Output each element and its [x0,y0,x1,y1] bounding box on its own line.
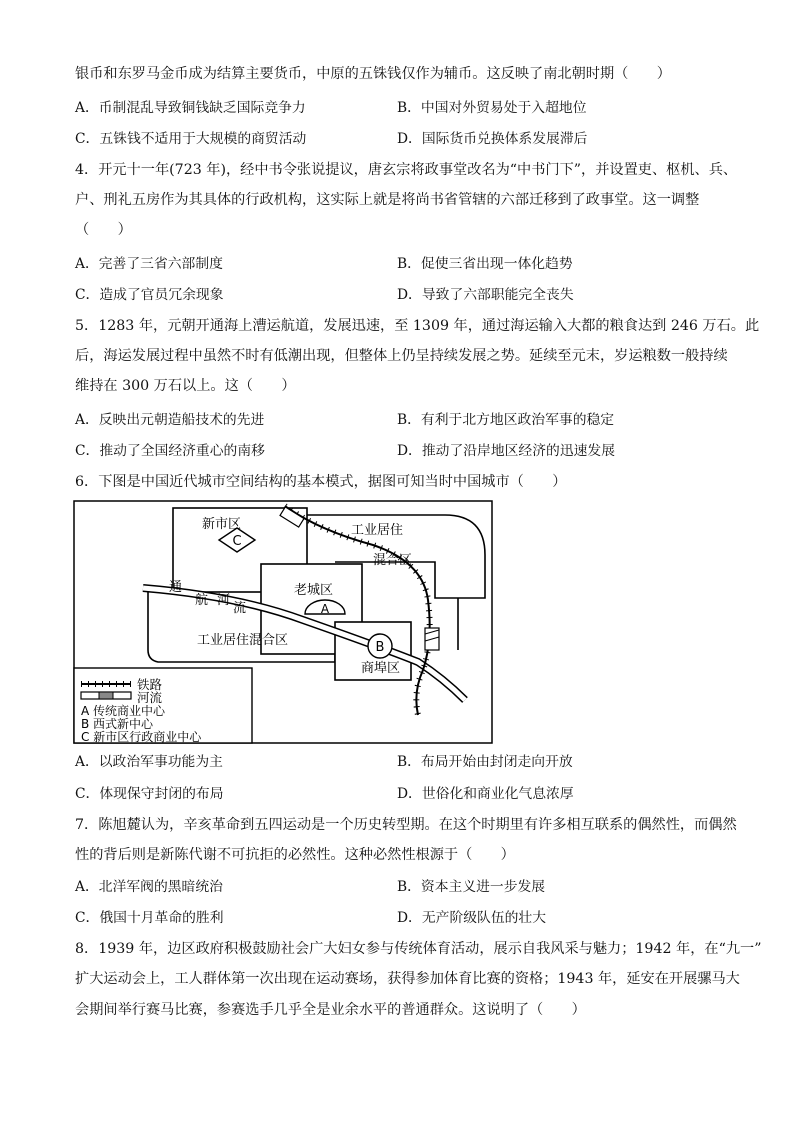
q3-option-a[interactable]: A．币制混乱导致铜钱缺乏国际竞争力 [75,100,306,116]
q7-option-c[interactable]: C．俄国十月革命的胜利 [75,910,224,926]
q8-stem-line-3: 会期间举行赛马比赛，参赛选手几乎全是业余水平的普通群众。这说明了（ ） [75,1002,586,1018]
q5-stem-line-3: 维持在 300 万石以上。这（ ） [75,378,296,394]
q6-option-b[interactable]: B．布局开始由封闭走向开放 [397,754,573,770]
q4-option-d[interactable]: D．导致了六部职能完全丧失 [397,287,574,303]
label-river-char-1: 通 [169,580,183,595]
label-port-district: 商埠区 [361,661,401,676]
q3-option-b[interactable]: B．中国对外贸易处于入超地位 [397,100,587,116]
marker-a: A [320,602,330,616]
legend-rail: 铁路 [137,677,163,692]
label-river-char-3: 河 [217,593,231,608]
q5-stem-line-2: 后，海运发展过程中虽然不时有低潮出现，但整体上仍呈持续发展之势。延续至元末，岁运粮数一般持续 [75,348,728,364]
q5-option-d[interactable]: D．推动了沿岸地区经济的迅速发展 [397,443,616,459]
q4-stem-line-3: （ ） [75,222,132,238]
label-river-char-4: 流 [233,601,247,616]
q5-stem-line-1: 5．1283 年，元朝开通海上漕运航道，发展迅速，至 1309 年，通过海运输入大都的粮食达到 246 万石。此 [75,318,760,334]
legend-river: 河流 [137,690,163,705]
q3-option-c[interactable]: C．五铢钱不适用于大规模的商贸活动 [75,131,307,147]
q7-option-b[interactable]: B．资本主义进一步发展 [397,879,546,895]
q6-option-c[interactable]: C．体现保守封闭的布局 [75,786,224,802]
q5-option-b[interactable]: B．有利于北方地区政治军事的稳定 [397,412,615,428]
q7-option-d[interactable]: D．无产阶级队伍的壮大 [397,910,547,926]
marker-c: C [232,534,242,549]
legend-a: A 传统商业中心 [81,704,166,718]
label-mixed-top-2: 混合区 [373,553,413,568]
label-mixed-top-1: 工业居住 [351,523,404,538]
q3-option-d[interactable]: D．国际货币兑换体系发展滞后 [397,131,588,147]
label-river-char-2: 航 [195,593,209,608]
q5-option-c[interactable]: C．推动了全国经济重心的南移 [75,443,265,459]
q6-option-d[interactable]: D．世俗化和商业化气息浓厚 [397,786,574,802]
q6-option-a[interactable]: A．以政治军事功能为主 [75,754,223,770]
q7-option-a[interactable]: A．北洋军阀的黑暗统治 [75,879,223,895]
q4-option-a[interactable]: A．完善了三省六部制度 [75,256,223,272]
city-structure-diagram [73,500,493,744]
q4-stem-line-1: 4．开元十一年(723 年)，经中书令张说提议，唐玄宗将政事堂改名为“中书门下”，并设置吏、枢机、兵、 [75,162,738,178]
legend-b: B 西式新中心 [81,717,154,731]
q4-option-c[interactable]: C．造成了官员冗余现象 [75,287,224,303]
label-old-city: 老城区 [294,583,334,598]
q4-stem-line-2: 户、刑礼五房作为其具体的行政机构，这实际上就是将尚书省管辖的六部迁移到了政事堂。这一调整 [75,192,700,208]
q7-stem-line-2: 性的背后则是新陈代谢不可抗拒的必然性。这种必然性根源于（ ） [75,847,515,863]
q8-stem-line-2: 扩大运动会上，工人群体第一次出现在运动赛场，获得参加体育比赛的资格；1943 年，延安在开展骡马大 [75,971,740,987]
q3-stem-tail: 银币和东罗马金币成为结算主要货币，中原的五铢钱仅作为辅币。这反映了南北朝时期（ ） [75,66,671,82]
label-mixed-bottom: 工业居住混合区 [197,633,289,648]
q7-stem-line-1: 7．陈旭麓认为，辛亥革命到五四运动是一个历史转型期。在这个时期里有许多相互联系的偶然性，而偶然 [75,817,737,833]
q8-stem-line-1: 8．1939 年，边区政府积极鼓励社会广大妇女参与传统体育活动，展示自我风采与魅力；1942 年，在“九一” [75,941,762,957]
q6-stem-line-1: 6．下图是中国近代城市空间结构的基本模式，据图可知当时中国城市（ ） [75,474,567,490]
q4-option-b[interactable]: B．促使三省出现一体化趋势 [397,256,573,272]
marker-b: B [375,640,385,655]
legend-c: C 新市区行政商业中心 [81,730,202,744]
label-new-district: 新市区 [202,517,242,532]
q5-option-a[interactable]: A．反映出元朝造船技术的先进 [75,412,265,428]
